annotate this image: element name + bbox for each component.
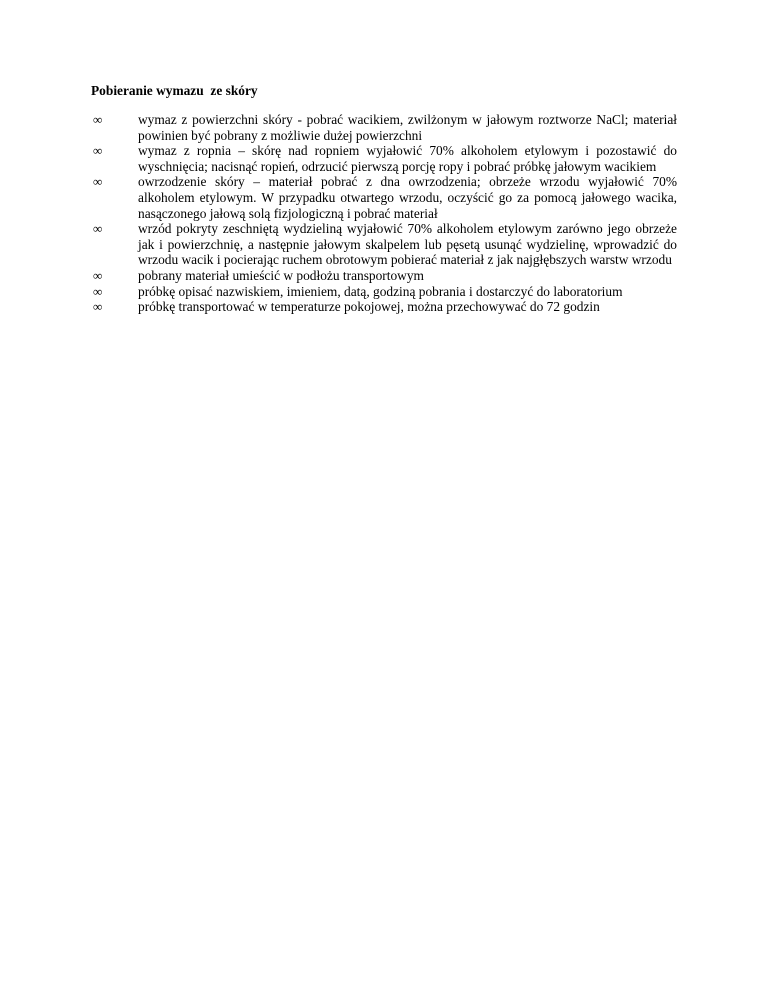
list-item — [91, 143, 677, 174]
infinity-bullet-icon: ∞ — [93, 143, 103, 159]
list-item-text: próbkę transportować w temperaturze pokojowej, można przechowywać do 72 godzin — [138, 299, 600, 315]
list-item — [91, 221, 677, 268]
list-item — [91, 268, 677, 284]
list-item-text: wymaz z powierzchni skóry - pobrać wacikiem, zwilżonym w jałowym roztworze NaCl; materiał powinien być pobrany z możliwie dużej powierzchni — [138, 112, 677, 143]
list-item — [91, 112, 677, 143]
list-item — [91, 174, 677, 221]
list-item — [91, 299, 677, 315]
list-item-text: wymaz z ropnia – skórę nad ropniem wyjałowić 70% alkoholem etylowym i pozostawić do wyschnięcia; nacisnąć ropień, odrzucić pierwszą porcję ropy i pobrać próbkę jałowym wacikiem — [138, 143, 677, 174]
list-item-text: wrzód pokryty zeschniętą wydzieliną wyjałowić 70% alkoholem etylowym zarówno jego obrzeże jak i powierzchnię, a następnie jałowym skalpelem lub pęsetą usunąć wydzielinę, wprowadzić do wrzodu wacik i pocierając ruchem obrotowym pobierać materiał z jak najgłębszych warstw wrzodu — [138, 221, 677, 268]
infinity-bullet-icon: ∞ — [93, 267, 103, 283]
infinity-bullet-icon: ∞ — [93, 299, 103, 315]
infinity-bullet-icon: ∞ — [93, 112, 103, 127]
list-item-text: próbkę opisać nazwiskiem, imieniem, datą, godziną pobrania i dostarczyć do laboratorium — [138, 283, 623, 299]
infinity-bullet-icon: ∞ — [93, 283, 103, 299]
list-item-text: pobrany materiał umieścić w podłożu transportowym — [138, 267, 424, 283]
document-heading: Pobieranie wymazu ze skóry — [91, 83, 258, 98]
procedure-list — [91, 112, 677, 315]
list-item — [91, 284, 677, 300]
list-item-text: owrzodzenie skóry – materiał pobrać z dna owrzodzenia; obrzeże wrzodu wyjałowić 70% alkoholem etylowym. W przypadku otwartego wrzodu, oczyścić go za pomocą jałowego wacika, nasączonego jałową solą fizjologiczną i pobrać materiał — [138, 174, 677, 221]
infinity-bullet-icon: ∞ — [93, 174, 103, 190]
infinity-bullet-icon: ∞ — [93, 221, 103, 237]
